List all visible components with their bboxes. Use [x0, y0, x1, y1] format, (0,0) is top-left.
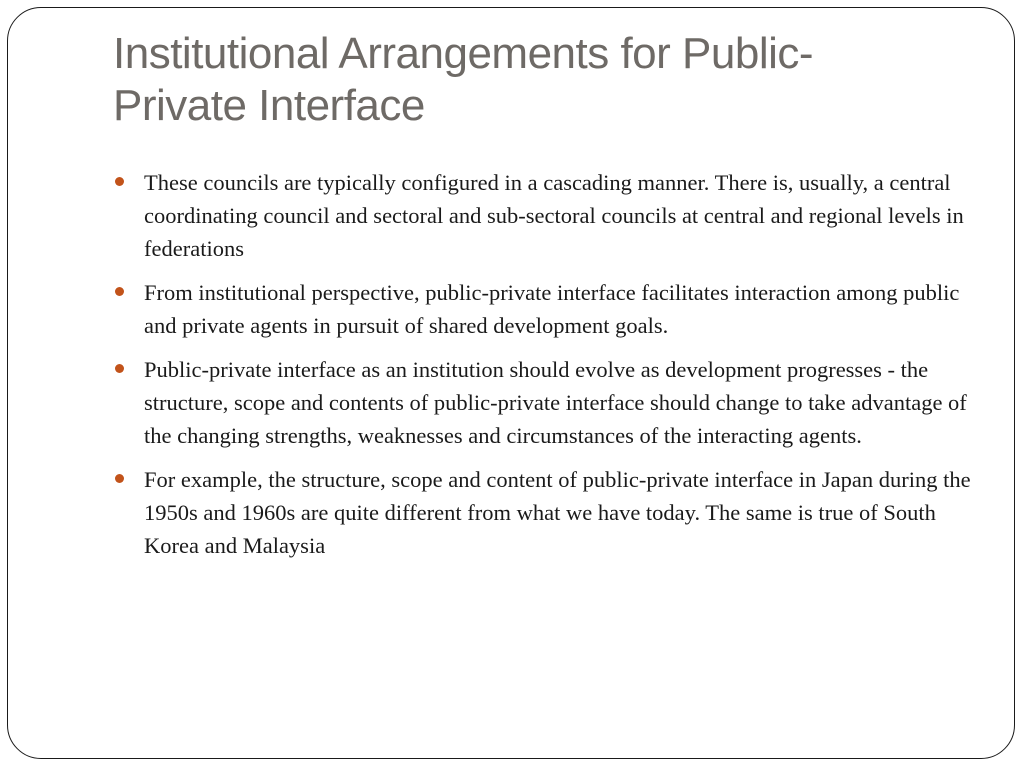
bullet-item	[113, 276, 973, 342]
bullet-item	[113, 463, 973, 562]
bullet-text: From institutional perspective, public-private interface facilitates interaction among public and private agents in pursuit of shared development goals.	[144, 280, 960, 338]
bullet-text: Public-private interface as an institution should evolve as development progresses - the structure, scope and contents of public-private interface should change to take advantage of the changing strengths, weaknesses and circumstances of the interacting agents.	[144, 357, 967, 448]
bullet-list	[113, 166, 973, 573]
bullet-text: These councils are typically configured in a cascading manner. There is, usually, a central coordinating council and sectoral and sub-sectoral councils at central and regional levels in federations	[144, 170, 964, 261]
bullet-dot-icon	[115, 364, 124, 373]
bullet-item	[113, 166, 973, 265]
bullet-text: For example, the structure, scope and content of public-private interface in Japan during the 1950s and 1960s are quite different from what we have today. The same is true of South Korea and Malaysia	[144, 467, 971, 558]
bullet-dot-icon	[115, 177, 124, 186]
slide-title: Institutional Arrangements for Public-Private Interface	[113, 29, 814, 130]
bullet-dot-icon	[115, 287, 124, 296]
bullet-dot-icon	[115, 474, 124, 483]
bullet-item	[113, 353, 973, 452]
